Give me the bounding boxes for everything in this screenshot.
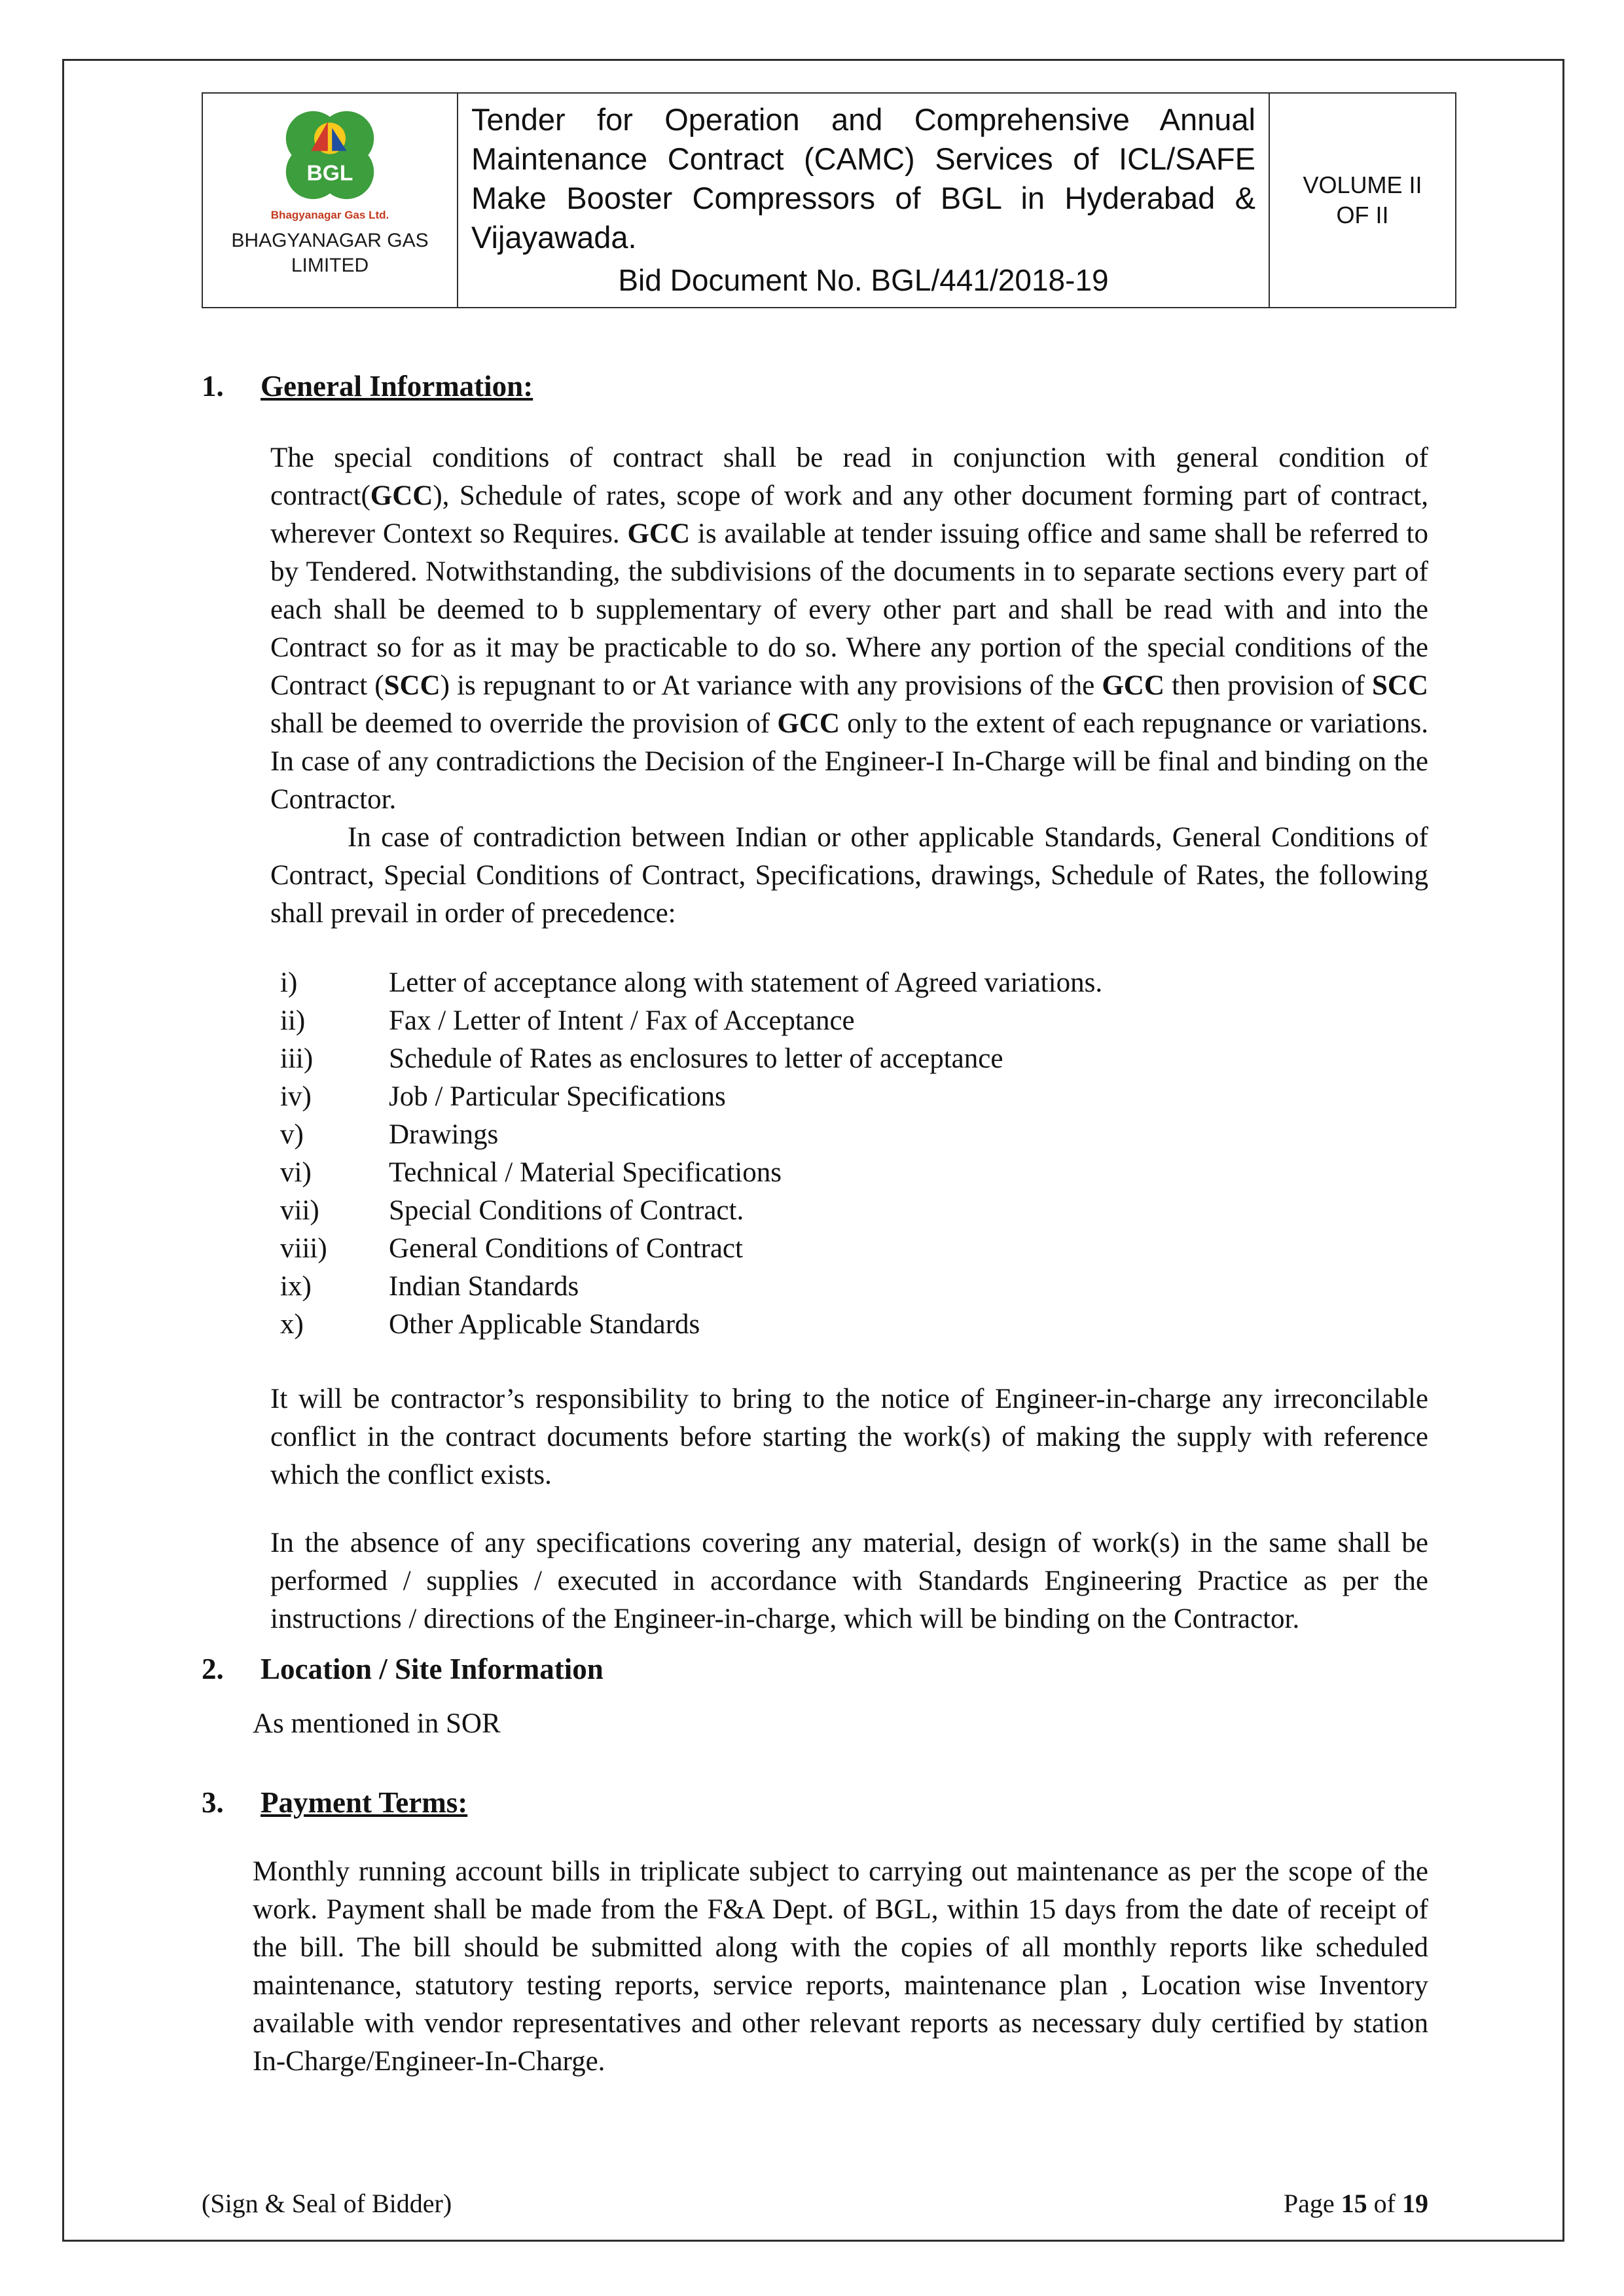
bold-term: GCC — [627, 518, 691, 549]
section-number: 3. — [202, 1786, 224, 1819]
precedence-number: x) — [280, 1309, 304, 1340]
precedence-number: vi) — [280, 1157, 312, 1188]
precedence-text: Schedule of Rates as enclosures to letter of acceptance — [389, 1043, 1003, 1074]
precedence-number: viii) — [280, 1233, 327, 1264]
section-number: 1. — [202, 370, 224, 403]
precedence-number: vii) — [280, 1195, 319, 1226]
of-word: of — [1373, 2189, 1396, 2218]
document-title: Tender for Operation and Comprehensive Annual Maintenance Contract (CAMC) Services of ICL/SAFE Make Booster Compressors of BGL in Hyderabad & Vijayawada. — [471, 102, 1255, 255]
precedence-item — [280, 1306, 1428, 1344]
text-segment: ), Schedule of rates, scope of work and any other document forming part of contract, wherever Context so Requires. — [270, 480, 1428, 549]
page-footer — [202, 2187, 1428, 2220]
conflict-responsibility-paragraph: It will be contractor’s responsibility to bring to the notice of Engineer-in-charge any irreconcilable conflict in the contract documents before starting the work(s) of making the supply with reference which the conflict exists. — [270, 1384, 1428, 1490]
precedence-item — [280, 964, 1428, 1002]
volume-label — [1271, 170, 1454, 230]
absence-of-specifications-paragraph: In the absence of any specifications covering any material, design of work(s) in the same shall be performed / supplies / executed in accordance with Standards Engineering Practice as per the instructions / directions of the Engineer-in-charge, which will be binding on the Contractor. — [270, 1528, 1428, 1634]
bold-term: GCC — [777, 708, 840, 739]
precedence-item — [280, 1078, 1428, 1116]
section-general-information — [202, 367, 1428, 1650]
page-number: 15 — [1341, 2189, 1367, 2218]
precedence-text: Drawings — [389, 1119, 499, 1150]
header-table — [202, 92, 1456, 308]
bold-term: SCC — [384, 670, 441, 701]
precedence-list — [280, 964, 1428, 1344]
section-heading: Location / Site Information — [261, 1653, 604, 1685]
volume-line-2: OF II — [1336, 202, 1389, 228]
precedence-text: Other Applicable Standards — [389, 1309, 700, 1340]
header-row — [202, 93, 1456, 308]
payment-terms-paragraph: Monthly running account bills in triplicate subject to carrying out maintenance as per the scope of the work. Payment shall be made from the F&A Dept. of BGL, within 15 days from the date of receipt of the bill. The bill should be submitted along with the copies of all monthly reports like scheduled maintenance, statutory testing reports, service reports, maintenance plan , Location wise Inventory available with vendor representatives and other relevant reports as necessary duly certified by station In-Charge/Engineer-In-Charge. — [253, 1856, 1428, 2077]
precedence-item — [280, 1154, 1428, 1192]
volume-line-1: VOLUME II — [1303, 171, 1422, 198]
company-name: BHAGYANAGAR GAS LIMITED — [231, 230, 429, 276]
section-3-heading-row — [202, 1784, 1428, 1821]
precedence-text: General Conditions of Contract — [389, 1233, 743, 1264]
precedence-number: ii) — [280, 1005, 306, 1036]
volume-cell — [1269, 93, 1456, 308]
precedence-text: Fax / Letter of Intent / Fax of Acceptance — [389, 1005, 855, 1036]
logo-cell — [202, 93, 458, 308]
gcc-scc-paragraph — [270, 439, 1428, 819]
bold-term: GCC — [1102, 670, 1164, 701]
precedence-intro-paragraph: In case of contradiction between Indian or other applicable Standards, General Conditions of Contract, Special Conditions of Contract, Specifications, drawings, Schedule of Rates, the following shall prevail in order of precedence: — [270, 822, 1428, 929]
precedence-number: ix) — [280, 1271, 312, 1302]
location-body-text: As mentioned in SOR — [253, 1708, 501, 1739]
precedence-item — [280, 1002, 1428, 1040]
text-segment: is available at tender issuing office and same shall be referred to by Tendered. Notwithstanding, the subdivisions of the documents in to separate sections every part of each shall be deemed to b supplementary of every other part and shall be read with and into the Contract so for as it may be practicable to do so. Where any portion of the special conditions of the Contract ( — [270, 518, 1428, 701]
text-segment: ) is repugnant to or At variance with any provisions of the — [440, 670, 1102, 701]
precedence-text: Letter of acceptance along with statement of Agreed variations. — [389, 967, 1103, 998]
section-heading: Payment Terms: — [261, 1786, 468, 1819]
bold-term: GCC — [370, 480, 433, 511]
precedence-number: i) — [280, 967, 298, 998]
logo-tagline: Bhagyanagar Gas Ltd. — [270, 209, 389, 221]
page-total: 19 — [1402, 2189, 1428, 2218]
sign-seal-label: (Sign & Seal of Bidder) — [202, 2189, 452, 2218]
precedence-number: iii) — [280, 1043, 314, 1074]
page-border-frame — [62, 59, 1564, 2242]
precedence-number: iv) — [280, 1081, 312, 1112]
section-location-site-information — [202, 1650, 1428, 1784]
bid-document-number: Bid Document No. BGL/441/2018-19 — [618, 263, 1109, 297]
precedence-item — [280, 1040, 1428, 1078]
text-segment: only to the extent of each repugnance or variations. In case of any contradictions the Decision of the Engineer-I In-Charge will be final and binding on the Contractor. — [270, 708, 1428, 815]
section-2-heading-row — [202, 1650, 1428, 1688]
section-1-heading-row — [202, 367, 1428, 405]
precedence-text: Special Conditions of Contract. — [389, 1195, 744, 1226]
precedence-number: v) — [280, 1119, 304, 1150]
section-heading: General Information: — [261, 370, 533, 403]
precedence-text: Indian Standards — [389, 1271, 579, 1302]
precedence-text: Technical / Material Specifications — [389, 1157, 782, 1188]
section-number: 2. — [202, 1653, 224, 1685]
text-segment: then provision of — [1164, 670, 1372, 701]
page-word: Page — [1283, 2189, 1335, 2218]
text-segment: shall be deemed to override the provision of — [270, 708, 778, 739]
precedence-item — [280, 1192, 1428, 1230]
precedence-item — [280, 1230, 1428, 1268]
text-segment: The special conditions of contract shall be read in conjunction with general condition of contract( — [270, 442, 1428, 511]
precedence-text: Job / Particular Specifications — [389, 1081, 726, 1112]
bgl-logo-icon — [278, 103, 382, 207]
logo-acronym: BGL — [306, 161, 353, 186]
bold-term: SCC — [1371, 670, 1428, 701]
title-cell — [458, 93, 1269, 308]
precedence-item — [280, 1116, 1428, 1154]
section-payment-terms — [202, 1784, 1428, 2081]
precedence-item — [280, 1268, 1428, 1306]
page-indicator — [1284, 2187, 1428, 2220]
